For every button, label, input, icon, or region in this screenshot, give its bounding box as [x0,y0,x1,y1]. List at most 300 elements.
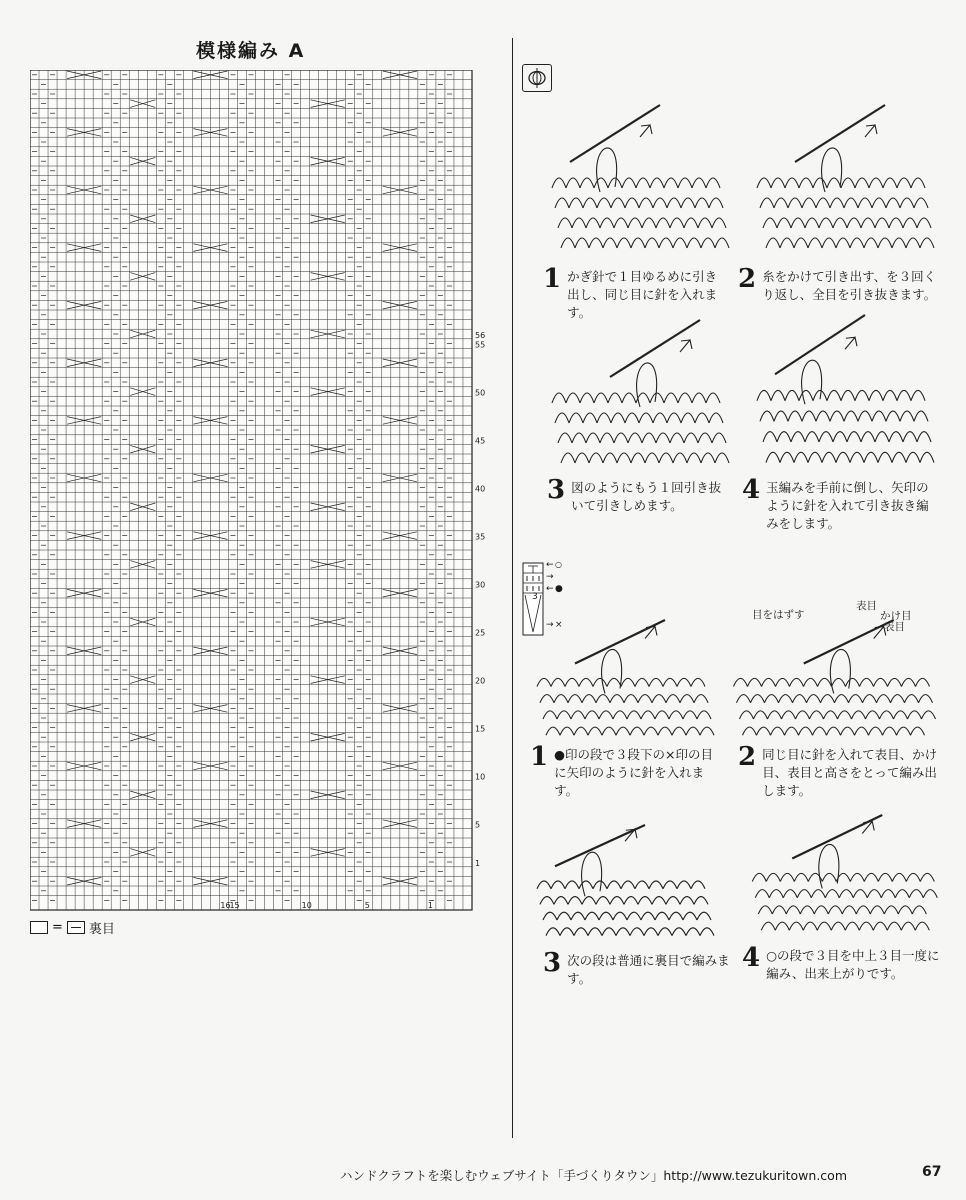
row-label: 5 [475,820,481,830]
s2-figure-2 [720,615,945,745]
loop-stitch [816,198,830,208]
loop-stitch [582,897,596,905]
step-text: 糸をかけて引き出す、を３回くり返し、全目を引き抜きます。 [762,269,937,302]
loop-stitch [667,198,681,208]
s2-step-4 [742,945,942,983]
loop-stitch [797,890,811,898]
loop-stitch [557,912,571,920]
loop-stitch [551,678,565,686]
loop-stitch [919,695,933,703]
loop-stitch [763,218,777,228]
loop-stitch [873,922,887,930]
s1-figure-3 [540,315,740,475]
loop-stitch [683,711,697,719]
loop-stitch [557,711,571,719]
loop-stitch [877,695,891,703]
dot-mark: ● [555,584,563,594]
loop-stitch [897,727,911,735]
loop-stitch [855,390,869,400]
loop-stitch [830,198,844,208]
loop-stitch [827,178,841,188]
loop-stitch [779,695,793,703]
loop-stitch [658,727,672,735]
loop-stitch [836,452,850,462]
cross-mark: × [555,620,563,630]
loop-stitch [906,238,920,248]
row-label: 25 [475,628,486,638]
loop-stitch [585,912,599,920]
loop-stitch [858,411,872,421]
loop-stitch [758,906,772,914]
row-label: 15 [475,724,486,734]
loop-stitch [850,452,864,462]
loop-stitch [788,198,802,208]
loop-stitch [793,695,807,703]
loop-stitch [669,912,683,920]
bobble-symbol [522,64,552,92]
loop-stitch [700,928,714,936]
loop-stitch [610,897,624,905]
loop-stitch [706,393,720,403]
loop-stitch [855,727,869,735]
loop-stitch [583,198,597,208]
step-text: かぎ針で１目ゆるめに引き出し、同じ目に針を入れます。 [567,269,718,320]
loop-stitch [695,198,709,208]
loop-stitch [697,711,711,719]
arrow-right-icon: → [546,572,554,582]
loop-stitch [802,198,816,208]
loop-stitch [621,678,635,686]
loop-stitch [565,678,579,686]
loop-stitch [915,922,929,930]
loop-stitch [766,873,780,881]
s2-figure-3 [525,820,725,945]
loop-stitch [914,198,928,208]
loop-stitch [813,178,827,188]
loop-stitch [911,727,925,735]
loop-stitch [905,695,919,703]
loop-stitch [883,390,897,400]
loop-stitch [627,711,641,719]
loop-stitch [846,678,860,686]
s1-figure-2 [745,100,945,260]
loop-stitch [540,695,554,703]
loop-stitch [585,711,599,719]
loop-stitch [875,432,889,442]
loop-stitch [572,218,586,228]
loop-stitch [680,897,694,905]
loop-stitch [887,922,901,930]
loop-stitch [830,411,844,421]
loop-stitch [743,727,757,735]
loop-stitch [588,727,602,735]
loop-stitch [833,218,847,228]
step-number: 1 [543,264,562,294]
loop-stitch [881,890,895,898]
loop-stitch [687,453,701,463]
loop-stitch [777,432,791,442]
loop-stitch [593,881,607,889]
loop-stitch [818,678,832,686]
loop-stitch [789,922,803,930]
loop-stitch [560,928,574,936]
loop-stitch [656,218,670,228]
row-label: 55 [475,340,486,350]
loop-stitch [602,928,616,936]
loop-stitch [645,453,659,463]
loop-stitch [712,218,726,228]
needle [775,315,865,374]
loop-stitch [889,432,903,442]
loop-stitch [917,218,931,228]
legend-equals: = [52,920,63,935]
loop-stitch [894,711,908,719]
loop-stitch [611,413,625,423]
loop-stitch [603,453,617,463]
loop-stitch [774,198,788,208]
loop-stitch [889,218,903,228]
s2-figure-1 [525,615,725,745]
loop-stitch [611,198,625,208]
s1-figure-4 [745,310,945,475]
loop-stitch [558,433,572,443]
loop-stitch [847,432,861,442]
loop-stitch [842,906,856,914]
loop-stitch [880,711,894,719]
loop-stitch [583,413,597,423]
loop-stitch [630,928,644,936]
loop-stitch [687,238,701,248]
loop-stitch [680,695,694,703]
loop-stitch [597,198,611,208]
loop-stitch [791,432,805,442]
loop-stitch [580,393,594,403]
loop-stitch [554,897,568,905]
loop-stitch [709,413,723,423]
loop-stitch [622,178,636,188]
loop-stitch [772,906,786,914]
loop-stitch [804,678,818,686]
s1-figure-1 [540,100,740,260]
loop-stitch [624,897,638,905]
loop-stitch [760,411,774,421]
loop-stitch [715,238,729,248]
loop-stitch [734,678,748,686]
loop-stitch [551,881,565,889]
loop-stitch [692,393,706,403]
loop-stitch [740,711,754,719]
yarn-loop [602,649,622,693]
loop-stitch [650,393,664,403]
loop-stitch [886,198,900,208]
step-text: 図のようにもう１回引き抜いて引きしめます。 [571,480,722,513]
loop-stitch [691,881,705,889]
loop-stitch [788,411,802,421]
step-number: 1 [530,742,549,772]
loop-stitch [575,453,589,463]
loop-stitch [649,678,663,686]
loop-stitch [760,198,774,208]
loop-stitch [695,413,709,423]
loop-stitch [579,881,593,889]
row-label: 50 [475,388,486,398]
loop-stitch [785,727,799,735]
loop-stitch [594,178,608,188]
loop-stitch [554,695,568,703]
loop-stitch [694,695,708,703]
loop-stitch [878,238,892,248]
loop-stitch [669,711,683,719]
loop-stitch [808,452,822,462]
loop-stitch [920,238,934,248]
loop-stitch [864,452,878,462]
loop-stitch [796,711,810,719]
loop-stitch [677,678,691,686]
loop-stitch [864,238,878,248]
s2-step-2 [738,744,938,800]
loop-stitch [579,678,593,686]
legend-meaning: 裏目 [88,922,115,937]
row-label: 35 [475,532,486,542]
loop-stitch [783,890,797,898]
loop-stitch [922,711,936,719]
row-label: 30 [475,580,486,590]
loop-stitch [794,452,808,462]
loop-stitch [666,695,680,703]
loop-stitch [888,678,902,686]
loop-stitch [898,906,912,914]
loop-stitch [555,198,569,208]
loop-stitch [903,432,917,442]
fig-label-yarnover: かけ目 [880,610,912,622]
loop-stitch [824,711,838,719]
loop-stitch [891,695,905,703]
loop-stitch [621,881,635,889]
yarn-loop [637,363,657,407]
loop-stitch [765,695,779,703]
loop-stitch [630,727,644,735]
loop-stitch [776,678,790,686]
bobble-icon [523,65,551,91]
loop-stitch [645,238,659,248]
loop-stitch [763,432,777,442]
loop-stitch [900,198,914,208]
row-label: 20 [475,676,486,686]
loop-stitch [853,890,867,898]
step-number: 2 [738,264,757,294]
loop-stitch [636,178,650,188]
circle-mark: ○ [555,560,562,569]
loop-stitch [901,922,915,930]
loop-stitch [790,678,804,686]
loop-stitch [920,452,934,462]
loop-stitch [827,390,841,400]
loop-stitch [754,711,768,719]
column-label: 10 [301,901,312,910]
knitting-chart [30,70,490,919]
loop-stitch [572,433,586,443]
loop-stitch [664,393,678,403]
loop-stitch [596,695,610,703]
fig-label-slip: 目をはずす [752,609,805,621]
loop-stitch [908,711,922,719]
arrow-icon [865,125,877,137]
arrow-left-icon: ← [546,560,554,570]
loop-stitch [757,178,771,188]
loop-stitch [897,390,911,400]
loop-stitch [780,873,794,881]
loop-stitch [698,218,712,228]
loop-stitch [892,238,906,248]
loop-stitch [670,218,684,228]
loop-stitch [906,873,920,881]
loop-stitch [653,413,667,423]
loop-stitch [810,711,824,719]
loop-stitch [845,922,859,930]
needle [795,105,885,162]
s2-figure-4 [740,810,945,940]
loop-stitch [600,433,614,443]
loop-stitch [897,178,911,188]
loop-stitch [655,711,669,719]
loop-stitch [602,727,616,735]
step-number: 2 [738,742,757,772]
loop-stitch [543,912,557,920]
column-label: 15 [229,901,240,910]
loop-stitch [917,432,931,442]
loop-stitch [757,390,771,400]
loop-stitch [819,432,833,442]
loop-stitch [771,727,785,735]
loop-stitch [639,198,653,208]
loop-stitch [869,178,883,188]
loop-stitch [614,218,628,228]
loop-stitch [768,711,782,719]
loop-stitch [597,413,611,423]
loop-stitch [608,393,622,403]
loop-stitch [638,897,652,905]
loop-stitch [617,453,631,463]
loop-stitch [641,912,655,920]
loop-stitch [586,218,600,228]
loop-stitch [859,922,873,930]
loop-stitch [808,238,822,248]
loop-stitch [757,727,771,735]
loop-stitch [644,727,658,735]
loop-stitch [670,433,684,443]
loop-stitch [613,711,627,719]
purl-symbol [67,921,85,934]
loop-stitch [673,238,687,248]
loop-stitch [655,912,669,920]
loop-stitch [850,873,864,881]
loop-stitch [838,711,852,719]
loop-stitch [650,178,664,188]
loop-stitch [822,238,836,248]
footer-text: ハンドクラフトを楽しむウェブサイト「手づくりタウン」http://www.tezukuritown.com [340,1168,847,1183]
loop-stitch [748,678,762,686]
loop-stitch [762,678,776,686]
loop-stitch [652,695,666,703]
loop-stitch [546,928,560,936]
loop-stitch [589,453,603,463]
loop-stitch [537,881,551,889]
loop-stitch [588,928,602,936]
loop-stitch [625,198,639,208]
loop-stitch [803,922,817,930]
loop-stitch [831,922,845,930]
loop-stitch [867,890,881,898]
loop-stitch [816,411,830,421]
loop-stitch [911,178,925,188]
loop-stitch [852,711,866,719]
arrow-icon [640,125,652,137]
loop-stitch [872,198,886,208]
loop-stitch [617,238,631,248]
loop-stitch [565,881,579,889]
arrow-icon [845,337,857,349]
loop-stitch [625,413,639,423]
loop-stitch [561,238,575,248]
s1-step-4 [742,477,937,533]
loop-stitch [600,218,614,228]
step-number: 4 [742,943,761,973]
loop-stitch [861,218,875,228]
loop-stitch [543,711,557,719]
column-label: 1 [427,901,433,910]
loop-stitch [616,928,630,936]
loop-stitch [884,906,898,914]
loop-stitch [825,890,839,898]
loop-stitch [833,432,847,442]
loop-stitch [566,178,580,188]
loop-stitch [681,198,695,208]
loop-stitch [822,452,836,462]
loop-stitch [653,198,667,208]
loop-stitch [800,906,814,914]
loop-stitch [658,928,672,936]
loop-stitch [666,897,680,905]
loop-stitch [841,727,855,735]
loop-stitch [552,178,566,188]
loop-stitch [752,873,766,881]
loop-stitch [892,873,906,881]
loop-stitch [642,433,656,443]
loop-stitch [799,727,813,735]
loop-stitch [631,453,645,463]
loop-stitch [751,695,765,703]
loop-stitch [771,178,785,188]
loop-stitch [659,238,673,248]
loop-stitch [697,912,711,920]
loop-stitch [537,678,551,686]
loop-stitch [832,678,846,686]
loop-stitch [672,727,686,735]
loop-stitch [580,178,594,188]
loop-stitch [659,453,673,463]
arrow-right-icon: → [546,620,554,630]
loop-stitch [872,411,886,421]
loop-stitch [911,390,925,400]
loop-stitch [558,218,572,228]
fig-label-knit: 表目 [856,600,877,612]
yarn-loop [822,148,842,192]
loop-stitch [701,453,715,463]
loop-stitch [883,178,897,188]
loop-stitch [799,178,813,188]
loop-stitch [709,198,723,208]
loop-stitch [639,413,653,423]
